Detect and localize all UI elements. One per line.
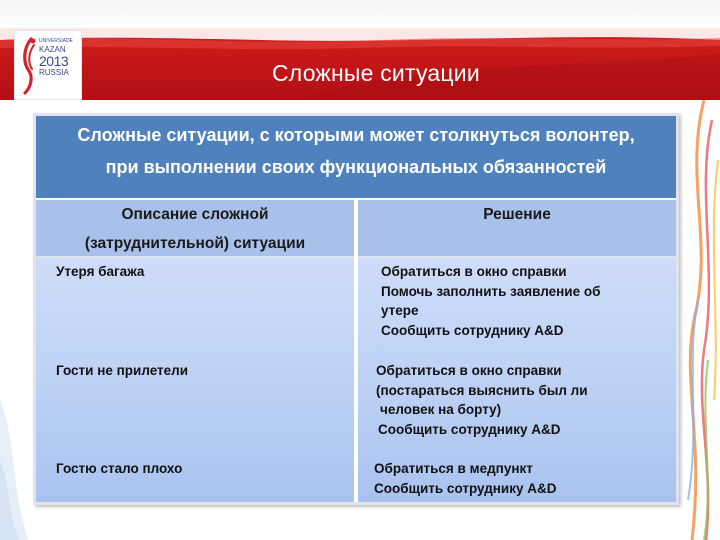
situation-text: Гости не прилетели: [56, 363, 189, 378]
table-title-line-2: при выполнении своих функциональных обязанностей: [105, 157, 607, 177]
solution-line: Сообщить сотруднику A&D: [374, 480, 557, 496]
column-header-solution-label: Решение: [483, 206, 551, 223]
solution-line: Обратиться в окно справки: [381, 264, 567, 279]
column-header-situation-line-2: (затруднительной) ситуации: [84, 235, 306, 252]
column-divider: [354, 200, 358, 502]
column-header-solution: [358, 200, 676, 256]
solution-line: человек на борту): [380, 402, 502, 417]
logo-kazan-text: KAZAN: [39, 45, 66, 54]
table-title-line-1: Сложные ситуации, с которыми может столкнуться волонтер,: [77, 125, 635, 145]
solution-line: Сообщить сотруднику A&D: [378, 421, 561, 437]
situation-text: Утеря багажа: [56, 264, 145, 279]
solution-line: Обратиться в медпункт: [374, 461, 533, 476]
situation-text: Гостю стало плохо: [56, 461, 183, 476]
solution-line: Сообщить сотруднику A&D: [381, 322, 564, 338]
logo-russia-text: RUSSIA: [39, 68, 69, 77]
solution-line: утере: [381, 303, 419, 318]
table-row-2-solution: [376, 361, 588, 439]
table-row-3-situation: [56, 459, 182, 479]
page-title: Сложные ситуации: [272, 60, 480, 86]
table-row-2-situation: [56, 361, 188, 381]
right-side-decoration: [674, 100, 720, 540]
solution-line: Помочь заполнить заявление об: [381, 283, 601, 299]
logo-year-text: 2013: [39, 53, 69, 69]
column-header-situation-line-1: Описание сложной: [121, 206, 269, 223]
universiade-logo: [14, 30, 82, 100]
universiade-emblem-icon: [19, 37, 39, 95]
column-header-situation: [36, 200, 354, 256]
left-side-decoration: [0, 100, 34, 540]
table-row-3-solution: [374, 459, 557, 498]
solution-line: Обратиться в окно справки: [376, 363, 562, 378]
table-title-bar: [36, 116, 676, 200]
table-row-1-situation: [56, 262, 144, 282]
logo-universiade-text: UNIVERSIADE: [39, 38, 73, 44]
table-row-1-solution: [381, 262, 600, 340]
solution-line: (постараться выяснить был ли: [376, 382, 588, 398]
slide-header: [0, 0, 720, 100]
